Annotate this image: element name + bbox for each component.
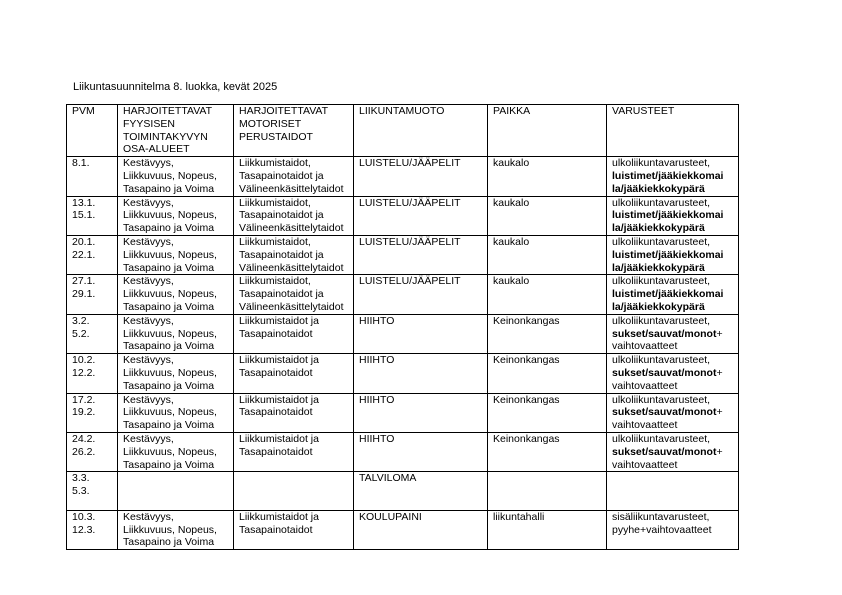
date-cell bbox=[67, 432, 118, 471]
equipment-line: ulkoliikuntavarusteet, bbox=[612, 314, 711, 327]
fitness-line: Kestävyys, bbox=[123, 275, 174, 288]
fitness-line: Kestävyys, bbox=[123, 157, 174, 170]
header-label-line: TOIMINTAKYVYN bbox=[123, 130, 208, 143]
fitness-areas-cell bbox=[118, 235, 234, 274]
page-title: Liikuntasuunnitelma 8. luokka, kevät 2025 bbox=[73, 81, 278, 93]
place-cell bbox=[488, 314, 607, 353]
lesson-plan-table bbox=[66, 104, 739, 550]
table-row bbox=[67, 157, 739, 196]
date-line: 24.2. bbox=[72, 432, 96, 445]
equipment-cell bbox=[607, 157, 739, 196]
motor-line: Tasapainotaidot ja bbox=[239, 288, 324, 301]
motor-skills-cell bbox=[234, 432, 354, 471]
fitness-line: Liikkuvuus, Nopeus, bbox=[123, 169, 217, 182]
date-line: 3.3. bbox=[72, 472, 90, 485]
fitness-line: Kestävyys, bbox=[123, 393, 174, 406]
sport-label: LUISTELU/JÄÄPELIT bbox=[359, 275, 461, 288]
equipment-line: la/jääkiekkokypärä bbox=[612, 261, 705, 274]
equipment-line: la/jääkiekkokypärä bbox=[612, 222, 705, 235]
equipment-cell bbox=[607, 235, 739, 274]
fitness-areas-cell bbox=[118, 157, 234, 196]
fitness-line: Tasapaino ja Voima bbox=[123, 340, 215, 353]
place-label: Keinonkangas bbox=[493, 314, 560, 327]
header-label-line: HARJOITETTAVAT bbox=[123, 105, 213, 117]
date-cell bbox=[67, 510, 118, 549]
fitness-line: Liikkuvuus, Nopeus, bbox=[123, 523, 217, 536]
sport-cell bbox=[354, 510, 488, 549]
date-cell bbox=[67, 235, 118, 274]
fitness-line: Liikkuvuus, Nopeus, bbox=[123, 209, 217, 222]
header-label-line: VARUSTEET bbox=[612, 105, 675, 117]
equipment-line: ulkoliikuntavarusteet, bbox=[612, 235, 711, 248]
equipment-line: ulkoliikuntavarusteet, bbox=[612, 275, 711, 288]
motor-line: Liikkumistaidot ja bbox=[239, 393, 319, 406]
equipment-line: sukset/sauvat/monot+ bbox=[612, 327, 723, 340]
fitness-areas-cell bbox=[118, 196, 234, 235]
motor-line: Välineenkäsittelytaidot bbox=[239, 261, 344, 274]
equipment-line: ulkoliikuntavarusteet, bbox=[612, 393, 711, 406]
place-cell bbox=[488, 472, 607, 511]
header-date bbox=[67, 105, 118, 157]
fitness-areas-cell bbox=[118, 432, 234, 471]
fitness-areas-cell bbox=[118, 510, 234, 549]
date-cell bbox=[67, 314, 118, 353]
fitness-line: Tasapaino ja Voima bbox=[123, 419, 215, 432]
header-label-line: PERUSTAIDOT bbox=[239, 130, 313, 143]
place-label: Keinonkangas bbox=[493, 393, 560, 406]
fitness-areas-cell bbox=[118, 275, 234, 314]
date-cell bbox=[67, 354, 118, 393]
date-line: 27.1. bbox=[72, 275, 96, 288]
fitness-line: Tasapaino ja Voima bbox=[123, 222, 215, 235]
date-line: 22.1. bbox=[72, 248, 96, 261]
place-label: kaukalo bbox=[493, 196, 530, 209]
sport-cell bbox=[354, 432, 488, 471]
motor-line: Liikkumistaidot, bbox=[239, 275, 311, 288]
date-line: 5.3. bbox=[72, 485, 90, 498]
equipment-line: sukset/sauvat/monot+ bbox=[612, 366, 723, 379]
sport-label: HIIHTO bbox=[359, 354, 395, 367]
table-header-row bbox=[67, 105, 739, 157]
equipment-line: vaihtovaatteet bbox=[612, 340, 678, 353]
date-line: 19.2. bbox=[72, 406, 96, 419]
date-line: 17.2. bbox=[72, 393, 96, 406]
date-line: 29.1. bbox=[72, 288, 96, 301]
place-cell bbox=[488, 275, 607, 314]
fitness-line: Kestävyys, bbox=[123, 196, 174, 209]
equipment-line: vaihtovaatteet bbox=[612, 419, 678, 432]
fitness-line: Liikkuvuus, Nopeus, bbox=[123, 366, 217, 379]
equipment-cell bbox=[607, 354, 739, 393]
date-line: 20.1. bbox=[72, 235, 96, 248]
fitness-line: Kestävyys, bbox=[123, 235, 174, 248]
table-row bbox=[67, 196, 739, 235]
fitness-line: Tasapaino ja Voima bbox=[123, 182, 215, 195]
fitness-line: Liikkuvuus, Nopeus, bbox=[123, 248, 217, 261]
header-place bbox=[488, 105, 607, 157]
header-motor-skills bbox=[234, 105, 354, 157]
date-line: 3.2. bbox=[72, 314, 90, 327]
motor-skills-cell bbox=[234, 196, 354, 235]
fitness-areas-cell bbox=[118, 314, 234, 353]
motor-line: Tasapainotaidot bbox=[239, 523, 313, 536]
table-row bbox=[67, 432, 739, 471]
place-cell bbox=[488, 196, 607, 235]
date-line: 26.2. bbox=[72, 445, 96, 458]
place-cell bbox=[488, 354, 607, 393]
table-row bbox=[67, 275, 739, 314]
equipment-line: luistimet/jääkiekkomai bbox=[612, 288, 724, 301]
equipment-line: ulkoliikuntavarusteet, bbox=[612, 432, 711, 445]
header-label-line: LIIKUNTAMUOTO bbox=[359, 105, 445, 117]
sport-cell bbox=[354, 235, 488, 274]
motor-line: Liikkumistaidot ja bbox=[239, 432, 319, 445]
sport-label: HIIHTO bbox=[359, 432, 395, 445]
motor-skills-cell bbox=[234, 314, 354, 353]
place-cell bbox=[488, 510, 607, 549]
table-row bbox=[67, 472, 739, 511]
fitness-line: Tasapaino ja Voima bbox=[123, 261, 215, 274]
table-row bbox=[67, 510, 739, 549]
sport-label: KOULUPAINI bbox=[359, 510, 422, 523]
sport-label: LUISTELU/JÄÄPELIT bbox=[359, 196, 461, 209]
place-cell bbox=[488, 393, 607, 432]
fitness-areas-cell bbox=[118, 354, 234, 393]
equipment-line: la/jääkiekkokypärä bbox=[612, 182, 705, 195]
sport-cell bbox=[354, 354, 488, 393]
motor-line: Tasapainotaidot bbox=[239, 366, 313, 379]
place-cell bbox=[488, 235, 607, 274]
sport-cell bbox=[354, 196, 488, 235]
equipment-line: luistimet/jääkiekkomai bbox=[612, 169, 724, 182]
motor-line: Tasapainotaidot ja bbox=[239, 209, 324, 222]
fitness-line: Kestävyys, bbox=[123, 354, 174, 367]
equipment-line: pyyhe+vaihtovaatteet bbox=[612, 523, 712, 536]
motor-skills-cell bbox=[234, 275, 354, 314]
table-row bbox=[67, 235, 739, 274]
motor-line: Liikkumistaidot ja bbox=[239, 510, 319, 523]
place-cell bbox=[488, 157, 607, 196]
date-line: 12.2. bbox=[72, 366, 96, 379]
motor-skills-cell bbox=[234, 472, 354, 511]
fitness-line: Liikkuvuus, Nopeus, bbox=[123, 288, 217, 301]
place-cell bbox=[488, 432, 607, 471]
motor-line: Tasapainotaidot bbox=[239, 445, 313, 458]
sport-cell bbox=[354, 275, 488, 314]
table-row bbox=[67, 354, 739, 393]
motor-line: Liikkumistaidot, bbox=[239, 235, 311, 248]
equipment-line: sisäliikuntavarusteet, bbox=[612, 510, 710, 523]
date-line: 13.1. bbox=[72, 196, 96, 209]
table-row bbox=[67, 393, 739, 432]
table-body bbox=[67, 157, 739, 550]
place-label: kaukalo bbox=[493, 157, 530, 170]
motor-line: Tasapainotaidot bbox=[239, 406, 313, 419]
motor-skills-cell bbox=[234, 510, 354, 549]
fitness-line: Kestävyys, bbox=[123, 510, 174, 523]
equipment-line: luistimet/jääkiekkomai bbox=[612, 209, 724, 222]
motor-skills-cell bbox=[234, 393, 354, 432]
motor-line: Välineenkäsittelytaidot bbox=[239, 182, 344, 195]
sport-cell bbox=[354, 472, 488, 511]
fitness-line: Tasapaino ja Voima bbox=[123, 536, 215, 549]
equipment-line: la/jääkiekkokypärä bbox=[612, 300, 705, 313]
header-fitness-areas bbox=[118, 105, 234, 157]
motor-skills-cell bbox=[234, 235, 354, 274]
equipment-cell bbox=[607, 196, 739, 235]
equipment-line: ulkoliikuntavarusteet, bbox=[612, 157, 711, 170]
equipment-line: ulkoliikuntavarusteet, bbox=[612, 354, 711, 367]
header-sport bbox=[354, 105, 488, 157]
date-cell bbox=[67, 275, 118, 314]
motor-line: Tasapainotaidot bbox=[239, 327, 313, 340]
motor-line: Liikkumistaidot, bbox=[239, 157, 311, 170]
fitness-line: Liikkuvuus, Nopeus, bbox=[123, 445, 217, 458]
fitness-line: Kestävyys, bbox=[123, 432, 174, 445]
fitness-line: Tasapaino ja Voima bbox=[123, 379, 215, 392]
equipment-line: luistimet/jääkiekkomai bbox=[612, 248, 724, 261]
header-label-line: PAIKKA bbox=[493, 105, 531, 117]
header-label-line: HARJOITETTAVAT bbox=[239, 105, 329, 117]
sport-label: LUISTELU/JÄÄPELIT bbox=[359, 157, 461, 170]
fitness-areas-cell bbox=[118, 393, 234, 432]
date-line: 15.1. bbox=[72, 209, 96, 222]
motor-skills-cell bbox=[234, 157, 354, 196]
date-cell bbox=[67, 196, 118, 235]
header-label-line: PVM bbox=[72, 105, 95, 117]
date-cell bbox=[67, 472, 118, 511]
sport-label: HIIHTO bbox=[359, 393, 395, 406]
equipment-line: ulkoliikuntavarusteet, bbox=[612, 196, 711, 209]
date-line: 10.3. bbox=[72, 510, 96, 523]
equipment-cell bbox=[607, 510, 739, 549]
equipment-cell bbox=[607, 393, 739, 432]
sport-cell bbox=[354, 393, 488, 432]
equipment-cell bbox=[607, 432, 739, 471]
header-label-line: FYYSISEN bbox=[123, 117, 175, 130]
header-equipment bbox=[607, 105, 739, 157]
equipment-line: vaihtovaatteet bbox=[612, 379, 678, 392]
fitness-line: Kestävyys, bbox=[123, 314, 174, 327]
date-cell bbox=[67, 157, 118, 196]
equipment-line: sukset/sauvat/monot+ bbox=[612, 406, 723, 419]
fitness-line: Tasapaino ja Voima bbox=[123, 458, 215, 471]
equipment-cell bbox=[607, 314, 739, 353]
date-line: 8.1. bbox=[72, 157, 90, 170]
place-label: liikuntahalli bbox=[493, 510, 545, 523]
motor-line: Liikkumistaidot ja bbox=[239, 354, 319, 367]
place-label: kaukalo bbox=[493, 275, 530, 288]
equipment-cell bbox=[607, 472, 739, 511]
fitness-line: Tasapaino ja Voima bbox=[123, 300, 215, 313]
equipment-line: sukset/sauvat/monot+ bbox=[612, 445, 723, 458]
sport-label: LUISTELU/JÄÄPELIT bbox=[359, 235, 461, 248]
motor-line: Tasapainotaidot ja bbox=[239, 169, 324, 182]
place-label: kaukalo bbox=[493, 235, 530, 248]
date-line: 5.2. bbox=[72, 327, 90, 340]
sport-cell bbox=[354, 157, 488, 196]
sport-label: HIIHTO bbox=[359, 314, 395, 327]
fitness-line: Liikkuvuus, Nopeus, bbox=[123, 327, 217, 340]
header-label-line: OSA-ALUEET bbox=[123, 143, 190, 156]
motor-line: Tasapainotaidot ja bbox=[239, 248, 324, 261]
date-line: 12.3. bbox=[72, 523, 96, 536]
fitness-areas-cell bbox=[118, 472, 234, 511]
sport-cell bbox=[354, 314, 488, 353]
header-label-line: MOTORISET bbox=[239, 117, 302, 130]
date-cell bbox=[67, 393, 118, 432]
motor-skills-cell bbox=[234, 354, 354, 393]
sport-label: TALVILOMA bbox=[359, 472, 417, 485]
motor-line: Liikkumistaidot ja bbox=[239, 314, 319, 327]
motor-line: Liikkumistaidot, bbox=[239, 196, 311, 209]
place-label: Keinonkangas bbox=[493, 432, 560, 445]
equipment-cell bbox=[607, 275, 739, 314]
fitness-line: Liikkuvuus, Nopeus, bbox=[123, 406, 217, 419]
motor-line: Välineenkäsittelytaidot bbox=[239, 222, 344, 235]
motor-line: Välineenkäsittelytaidot bbox=[239, 300, 344, 313]
date-line: 10.2. bbox=[72, 354, 96, 367]
equipment-line: vaihtovaatteet bbox=[612, 458, 678, 471]
place-label: Keinonkangas bbox=[493, 354, 560, 367]
table-row bbox=[67, 314, 739, 353]
